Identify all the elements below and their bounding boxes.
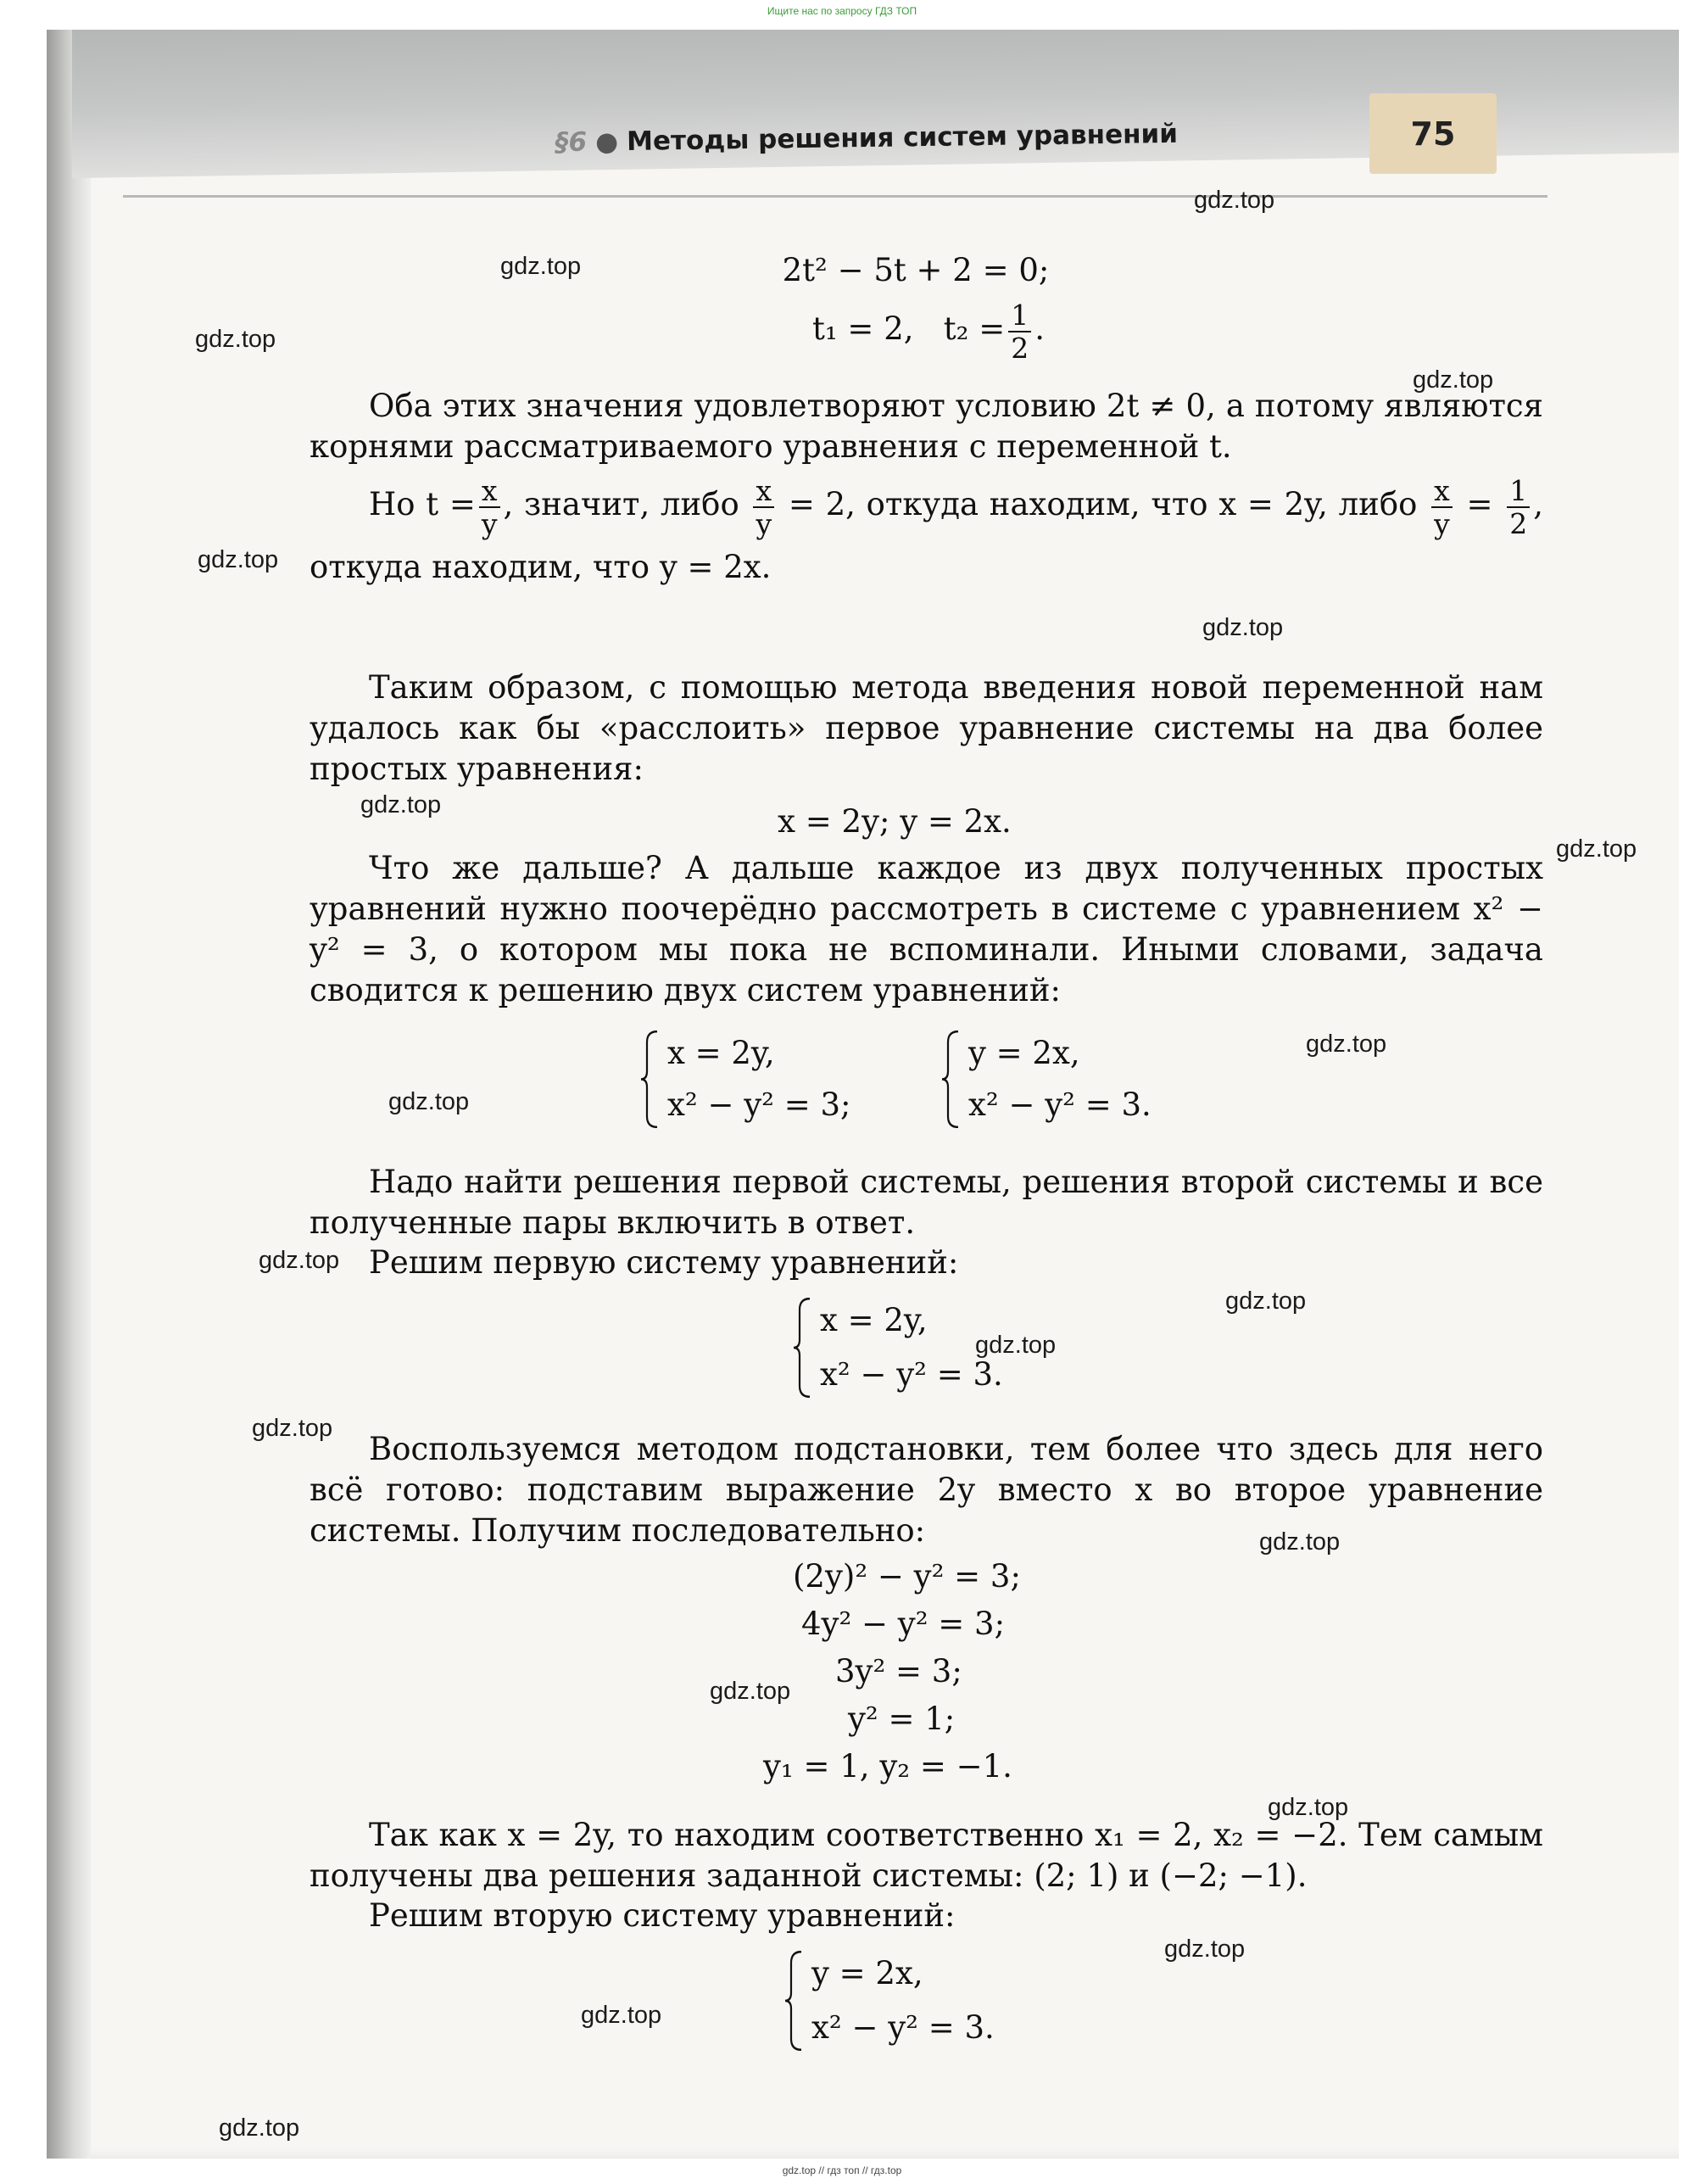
watermark-label: gdz.top [500, 253, 582, 280]
watermark-label: gdz.top [388, 1088, 470, 1115]
watermark-label: gdz.top [975, 1332, 1057, 1359]
watermark-label: gdz.top [1306, 1031, 1387, 1058]
fraction-one-half: $\frac{1}{2}$ [1008, 301, 1031, 362]
step-5: y₁ = 1, y₂ = −1. [763, 1748, 1012, 1785]
fraction-x-over-y: $\frac{x}{y}$ [1431, 477, 1453, 538]
watermark-label: gdz.top [1225, 1287, 1307, 1315]
watermark-label: gdz.top [1413, 366, 1494, 394]
paragraph-first-result: Так как x = 2y, то находим соответственно x₁ = 2, x₂ = −2. Тем самым получены два решения заданной системы: (2; 1) и (−2; −1). [309, 1817, 1543, 1894]
watermark-label: gdz.top [1194, 187, 1275, 214]
system-a: x = 2y, x² − y² = 3; [640, 1031, 851, 1128]
watermark-label: gdz.top [710, 1678, 791, 1705]
page-curl-shadow [47, 30, 91, 2159]
paragraph-find-solutions: Надо найти решения первой системы, решения второй системы и все полученные пары включить в ответ. [309, 1164, 1543, 1241]
watermark-label: gdz.top [581, 2002, 662, 2029]
fraction-x-over-y: $\frac{x}{y}$ [479, 477, 500, 538]
watermark-label: gdz.top [1202, 614, 1284, 641]
watermark-label: gdz.top [1268, 1794, 1349, 1821]
system-b: y = 2x, x² − y² = 3. [941, 1031, 1151, 1128]
root-1: t₁ = 2, [811, 310, 914, 347]
watermark-label: gdz.top [360, 791, 442, 818]
header-divider [123, 195, 1547, 198]
paragraph-splitting: Таким образом, с помощью метода введения новой переменной нам удалось как бы «расслоить» первое уравнение системы на два более простых уравнения: [309, 669, 1543, 787]
paragraph-substitution: Но t = $\frac{x}{y}$ , значит, либо $\frac{x}{y}$ = 2, откуда находим, что x = 2y, либо $\frac{x}{y}$ = $\frac{1}{2}$ , откуда находим, что y = 2x. [309, 473, 1544, 585]
paragraph-substitution-method: Воспользуемся методом подстановки, тем более что здесь для него всё готово: подставим выражение 2y вместо x во второе уравнение системы. Получим последовательно: [309, 1431, 1543, 1549]
fraction-x-over-y: $\frac{x}{y}$ [753, 477, 774, 538]
watermark-label: gdz.top [1556, 835, 1637, 863]
watermark-label: gdz.top [195, 326, 276, 353]
watermark-label: gdz.top [198, 546, 279, 573]
brace-icon [640, 1031, 659, 1128]
root-2-label: t₂ = [943, 310, 1006, 347]
watermark-label: gdz.top [252, 1415, 333, 1442]
brace-icon [784, 1951, 803, 2051]
page-number: 75 [1410, 115, 1456, 153]
top-banner-note: Ищите нас по запросу ГДЗ ТОП [767, 5, 917, 17]
paragraph-solve-first: Решим первую систему уравнений: [369, 1244, 959, 1281]
watermark-label: gdz.top [259, 1247, 340, 1274]
bleed-through-text [318, 254, 327, 288]
equation-two-simple: x = 2y; y = 2x. [778, 803, 1012, 840]
equation-quadratic: 2t² − 5t + 2 = 0; [782, 252, 1050, 288]
paragraph-solve-second: Решим вторую систему уравнений: [369, 1897, 956, 1934]
fraction-one-half: $\frac{1}{2}$ [1507, 477, 1530, 538]
brace-icon [793, 1298, 811, 1398]
step-1: (2y)² − y² = 3; [793, 1558, 1021, 1595]
system-second: y = 2x, x² − y² = 3. [784, 1951, 995, 2051]
step-4: y² = 1; [848, 1701, 956, 1737]
section-title-text: Методы решения систем уравнений [626, 118, 1179, 157]
watermark-label: gdz.top [219, 2114, 300, 2142]
paragraph-roots-check: Оба этих значения удовлетворяют условию 2t ≠ 0, а потому являются корнями рассматриваемого уравнения с переменной t. [309, 388, 1543, 465]
book-page [47, 30, 1679, 2159]
watermark-label: gdz.top [1164, 1935, 1246, 1963]
bottom-banner-note: gdz.top // гдз топ // гдз.top [782, 2164, 902, 2176]
system-first: x = 2y, x² − y² = 3. [793, 1298, 1003, 1398]
bullet-icon: ● [594, 126, 619, 158]
step-2: 4y² − y² = 3; [801, 1606, 1006, 1642]
watermark-label: gdz.top [1259, 1528, 1341, 1556]
section-mark: §6 [555, 126, 588, 159]
equation-roots: t₁ = 2, t₂ = $\frac{1}{2}$ . [811, 298, 1046, 365]
step-3: 3y² = 3; [835, 1653, 962, 1690]
page-number-box [1369, 93, 1497, 174]
brace-icon [941, 1031, 960, 1128]
paragraph-next-step: Что же дальше? А дальше каждое из двух полученных простых уравнений нужно поочерёдно рассмотреть в системе с уравнением x² − y² = 3, о котором мы пока не вспоминали. Иными словами, задача сводится к решению двух систем уравнений: [309, 850, 1543, 1008]
